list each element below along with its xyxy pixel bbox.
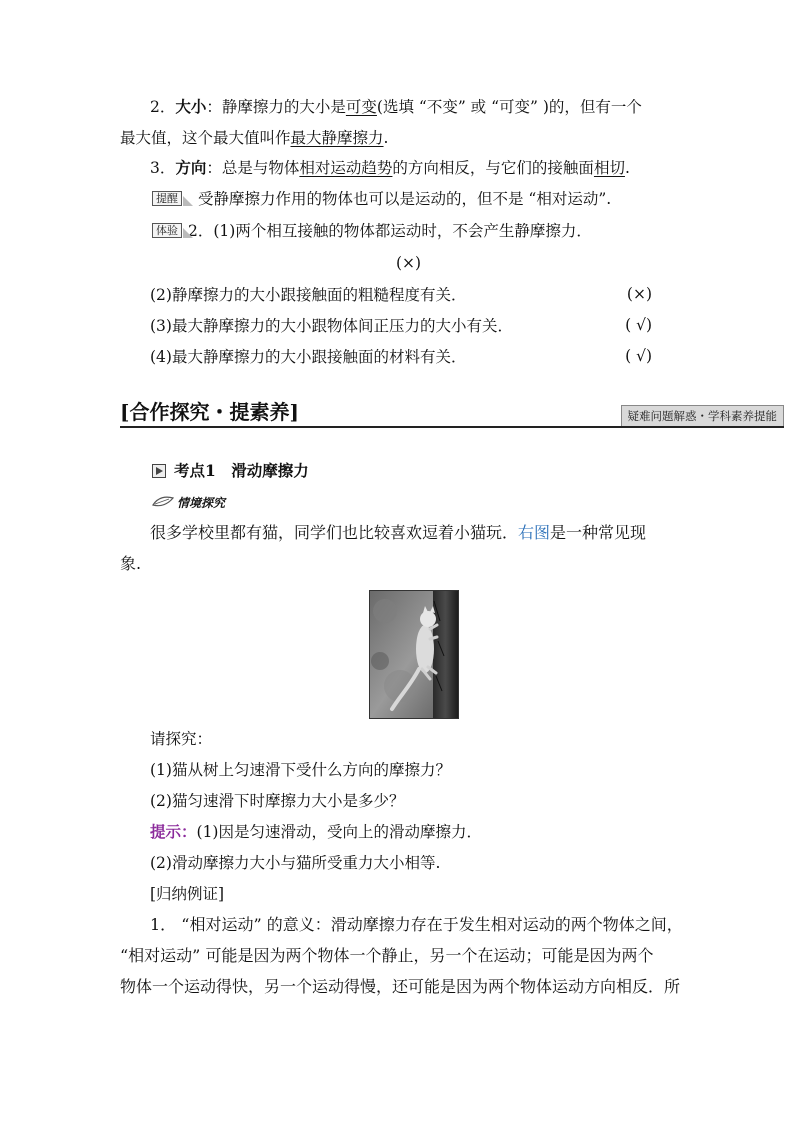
- hint-answer-2: (2)滑动摩擦力大小与猫所受重力大小相等.: [150, 854, 441, 872]
- scene-heading: [152, 492, 225, 513]
- item3-heading: 方向: [175, 158, 207, 177]
- play-triangle-icon: [152, 464, 166, 478]
- item2-text: .: [383, 129, 389, 147]
- item2-text: (选填 “不变” 或 “可变” )的，但有一个: [376, 98, 642, 116]
- figure-reference: 右图: [518, 523, 551, 542]
- reminder-line: [152, 189, 611, 209]
- item2-heading: 大小: [175, 97, 207, 116]
- hint-line: [150, 822, 482, 842]
- item3-line: [150, 158, 630, 178]
- reminder-tag: 提醒: [152, 191, 182, 206]
- item3-answer: 相对运动趋势: [299, 159, 393, 177]
- intro-line2: 象.: [120, 554, 142, 573]
- summary-paragraph-line1: 1． “相对运动” 的意义：滑动摩擦力存在于发生相对运动的两个物体之间，: [150, 915, 683, 934]
- point-heading: [152, 461, 309, 481]
- experience-q2-mark: (×): [626, 285, 652, 303]
- explore-question-1: (1)猫从树上匀速滑下受什么方向的摩擦力？: [150, 761, 451, 779]
- point-label: 考点1 滑动摩擦力: [174, 461, 309, 480]
- explore-heading: 请探究：: [150, 730, 213, 748]
- item3-text: 的方向相反，与它们的接触面: [392, 159, 594, 177]
- section-divider: [120, 426, 784, 428]
- item3-text: ：总是与物体: [206, 159, 300, 177]
- item3-answer: 相切: [593, 159, 625, 177]
- item2-number: 2．: [150, 98, 176, 116]
- experience-q2: (2)静摩擦力的大小跟接触面的粗糙程度有关．: [150, 286, 467, 304]
- item3-text: .: [624, 159, 630, 177]
- experience-q1-text: 2．(1)两个相互接触的物体都运动时，不会产生静摩擦力．: [188, 222, 592, 240]
- summary-heading: [归纳例证]: [150, 885, 225, 903]
- item2-answer: 最大静摩擦力: [290, 129, 384, 147]
- reminder-text: 受静摩擦力作用的物体也可以是运动的，但不是 “相对运动”.: [198, 190, 612, 208]
- experience-q1: [152, 221, 592, 241]
- experience-q4: (4)最大静摩擦力的大小跟接触面的材料有关．: [150, 348, 467, 366]
- item2-answer: 可变: [345, 98, 377, 116]
- experience-q3-mark: ( √): [625, 316, 652, 334]
- item3-number: 3．: [150, 159, 176, 177]
- intro-text: 很多学校里都有猫，同学们也比较喜欢逗着小猫玩．: [150, 523, 519, 542]
- explore-question-2: (2)猫匀速滑下时摩擦力大小是多少？: [150, 792, 405, 810]
- section-badge: 疑难问题解惑・学科素养提能: [621, 405, 785, 427]
- hint-label: 提示：: [150, 822, 197, 841]
- scene-label: 情境探究: [177, 496, 226, 510]
- experience-q3: (3)最大静摩擦力的大小跟物体间正压力的大小有关．: [150, 317, 513, 335]
- item2-line2: [120, 128, 388, 148]
- experience-q4-mark: ( √): [625, 347, 652, 365]
- intro-line1: [150, 523, 646, 543]
- summary-paragraph-line2: “相对运动” 可能是因为两个物体一个静止，另一个在运动；可能是因为两个: [120, 946, 654, 965]
- item2-line1: [150, 97, 642, 117]
- intro-text: 是一种常见现: [550, 523, 647, 542]
- summary-paragraph-line3: 物体一个运动得快，另一个运动得慢，还可能是因为两个物体运动方向相反．所: [120, 977, 681, 996]
- item2-text: 最大值，这个最大值叫作: [120, 129, 291, 147]
- experience-q1-mark: (×): [396, 254, 422, 272]
- section-title: [合作探究・提素养]: [120, 400, 299, 424]
- cat-on-tree-photo: [369, 590, 459, 719]
- leaf-icon: [152, 495, 174, 509]
- hint-answer-1: (1)因是匀速滑动，受向上的滑动摩擦力．: [196, 823, 482, 841]
- experience-tag: 体验: [152, 223, 182, 238]
- item2-text: ：静摩擦力的大小是: [206, 98, 346, 116]
